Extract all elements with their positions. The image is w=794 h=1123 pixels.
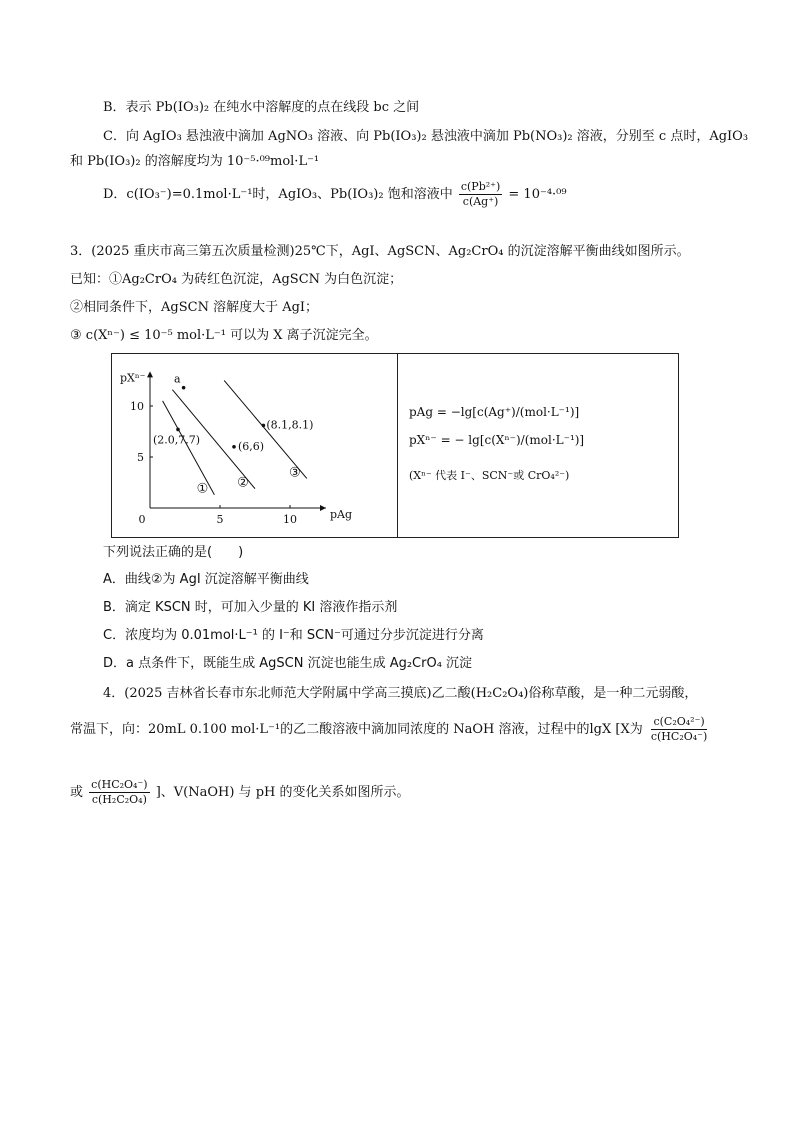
x-tick-label: 0 [138,513,146,526]
fraction-numerator: c(HC₂O₄⁻) [91,778,148,791]
q4-line3-text: ]、V(NaOH) 与 pH 的变化关系如图所示。 [155,785,410,800]
curve-1-label: ① [196,481,209,497]
fraction-denominator: c(HC₂O₄⁻) [650,730,708,743]
legend-pag-definition: pAg = −lg[c(Ag⁺)/(mol·L⁻¹)] [409,405,580,419]
data-point [262,424,266,428]
q3-option-a: A．曲线②为 AgI 沉淀溶解平衡曲线 [103,572,309,587]
figure-divider [397,353,398,538]
q2-option-c-line1: C．向 AgIO₃ 悬浊液中滴加 AgNO₃ 溶液、向 Pb(IO₃)₂ 悬浊液中滴加 Pb(NO₃)₂ 溶液，分别至 c 点时，AgIO₃ [103,129,749,144]
y-tick-label: 5 [137,451,144,464]
legend-x-note: (Xⁿ⁻ 代表 I⁻、SCN⁻或 CrO₄²⁻) [409,469,570,482]
legend-px-definition: pXⁿ⁻ = − lg[c(Xⁿ⁻)/(mol·L⁻¹)] [409,433,585,447]
q4-ratio-fraction-2 [89,778,149,807]
q4-line1: 4．(2025 吉林省长春市东北师范大学附属中学高三摸底)乙二酸(H₂C₂O₄)俗称草酸，是一种二元弱酸， [103,686,698,701]
curve-2-label: ② [237,475,249,491]
q3-known-3: ③ c(Xⁿ⁻) ≤ 10⁻⁵ mol·L⁻¹ 可以为 X 离子沉淀完全。 [70,328,378,343]
x-axis-arrow [320,505,326,511]
data-point-label: (2.0,7.7) [153,433,201,447]
y-axis-arrow [147,371,153,377]
q3-stem: 3．(2025 重庆市高三第五次质量检测)25℃下，AgI、AgSCN、Ag₂CrO₄ 的沉淀溶解平衡曲线如图所示。 [70,244,690,259]
q2-option-d-text: D．c(IO₃⁻)=0.1mol·L⁻¹时，AgIO₃、Pb(IO₃)₂ 饱和溶液中 [103,187,453,202]
q3-known-2: ②相同条件下，AgSCN 溶解度大于 AgI； [70,300,319,315]
solubility-chart [112,354,397,537]
q3-known-1: 已知：①Ag₂CrO₄ 为砖红色沉淀，AgSCN 为白色沉淀； [70,272,403,287]
q4-ratio-fraction-1 [649,715,709,744]
q3-option-b: B．滴定 KSCN 时，可加入少量的 KI 溶液作指示剂 [103,600,398,615]
q2-option-d-fraction [459,180,502,209]
data-point [176,428,180,432]
q3-ask: 下列说法正确的是( ) [103,545,244,560]
x-tick-label: 5 [216,513,224,526]
q4-line3 [70,778,409,807]
q2-option-d [103,180,567,209]
q3-option-d: D．a 点条件下，既能生成 AgSCN 沉淀也能生成 Ag₂CrO₄ 沉淀 [103,656,473,671]
y-axis-label: pXⁿ⁻ [120,371,146,385]
q3-option-c: C．浓度均为 0.01mol·L⁻¹ 的 I⁻和 SCN⁻可通过分步沉淀进行分离 [103,628,484,643]
fraction-denominator: c(Ag⁺) [462,195,499,208]
data-point-label: a [174,372,181,386]
fraction-denominator: c(H₂C₂O₄) [91,793,147,806]
fraction-numerator: c(C₂O₄²⁻) [653,715,705,728]
q4-line2-text: 常温下，向：20mL 0.100 mol·L⁻¹的乙二酸溶液中滴加同浓度的 NaOH 溶液，过程中的lgX [X为 [70,722,643,737]
q4-line3-prefix: 或 [70,785,84,800]
curve-3-label: ③ [288,465,301,481]
y-tick-label: 10 [130,400,144,413]
data-point-label: (6,6) [238,439,265,453]
x-axis-label: pAg [330,508,353,521]
q2-option-d-value: = 10⁻⁴·⁰⁹ [508,187,567,202]
q2-option-b: B．表示 Pb(IO₃)₂ 在纯水中溶解度的点在线段 bc 之间 [103,100,420,115]
fraction-numerator: c(Pb²⁺) [460,180,501,193]
data-point [232,445,236,449]
curve-1-line [163,401,215,495]
q4-line2 [70,715,711,744]
data-point-label: (8.1,8.1) [266,418,314,432]
data-point [182,386,186,390]
q2-option-c-line2: 和 Pb(IO₃)₂ 的溶解度均为 10⁻⁵·⁰⁹mol·L⁻¹ [70,154,320,169]
x-tick-label: 10 [283,513,297,526]
